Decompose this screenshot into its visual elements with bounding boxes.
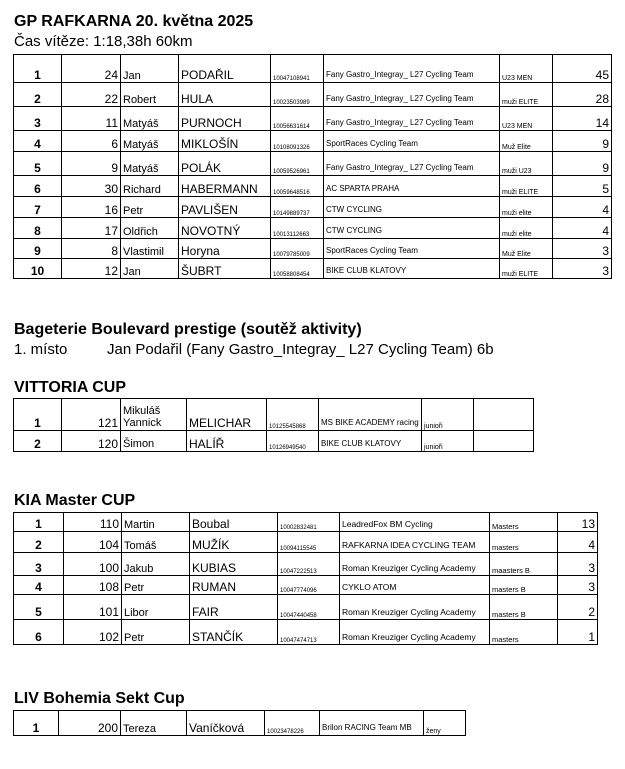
points-cell: 28 [553,83,612,107]
last-name-cell: PODAŘIL [179,55,271,83]
rank-cell: 3 [14,107,62,131]
bib-number-cell: 120 [62,431,121,452]
rank-cell: 4 [14,576,64,595]
table-row [14,107,612,131]
last-name-cell: Boubal [190,513,278,532]
license-cell: 10047222513 [278,553,340,576]
rank-cell: 6 [14,176,62,197]
bib-number-cell: 121 [62,399,121,431]
bib-number-cell: 8 [62,239,121,259]
rank-cell: 7 [14,197,62,218]
points-cell: 1 [558,620,598,645]
rank-cell: 2 [14,83,62,107]
bageterie-winner: Jan Podařil (Fany Gastro_Integray_ L27 Cycling Team) 6b [107,341,494,358]
license-cell: 10013112663 [271,218,324,239]
first-name-cell: Jakub [122,553,190,576]
winner-time: Čas vítěze: 1:18,38h 60km [14,33,193,50]
points-cell: 4 [553,197,612,218]
kia-table [13,512,598,645]
last-name-cell: POLÁK [179,152,271,176]
table-row [14,131,612,152]
first-name-cell: Tomáš [122,532,190,553]
license-cell: 10023478226 [265,711,320,736]
points-cell: 5 [553,176,612,197]
license-cell: 10056631614 [271,107,324,131]
category-cell: U23 MEN [500,107,553,131]
team-cell: Roman Kreuziger Cycling Academy [340,553,490,576]
points-cell: 2 [558,595,598,620]
table-row [14,431,534,452]
bib-number-cell: 101 [64,595,122,620]
team-cell: BIKE CLUB KLATOVY [324,259,500,279]
bib-number-cell: 108 [64,576,122,595]
rank-cell: 2 [14,431,62,452]
team-cell: Fany Gastro_Integray_ L27 Cycling Team [324,107,500,131]
table-row [14,239,612,259]
category-cell: muži ELITE [500,83,553,107]
liv-table [13,710,466,736]
last-name-cell: FAIR [190,595,278,620]
team-cell: Fany Gastro_Integray_ L27 Cycling Team [324,55,500,83]
table-row [14,595,598,620]
first-name-cell: Petr [122,620,190,645]
last-name-cell: MUŽÍK [190,532,278,553]
points-cell: 14 [553,107,612,131]
category-cell: Masters [490,513,558,532]
table-row [14,513,598,532]
first-name-cell: Šimon [121,431,187,452]
last-name-cell: KUBIAS [190,553,278,576]
team-cell: SportRaces Cycling Team [324,239,500,259]
first-name-cell: Richard [121,176,179,197]
last-name-cell: MELICHAR [187,399,267,431]
last-name-cell: PAVLIŠEN [179,197,271,218]
first-name-cell: Martin [122,513,190,532]
rank-cell: 1 [14,711,59,736]
first-name-cell: Robert [121,83,179,107]
license-cell: 10108091326 [271,131,324,152]
last-name-cell: ŠUBRT [179,259,271,279]
license-cell: 10047774096 [278,576,340,595]
rank-cell: 9 [14,239,62,259]
first-name-cell: Jan [121,55,179,83]
last-name-cell: HULA [179,83,271,107]
category-cell: muži ELITE [500,176,553,197]
team-cell: Roman Kreuziger Cycling Academy [340,620,490,645]
category-cell: masters [490,620,558,645]
points-cell: 9 [553,152,612,176]
table-row [14,176,612,197]
vittoria-title: VITTORIA CUP [14,379,127,396]
rank-cell: 3 [14,553,64,576]
category-cell: muži elite [500,197,553,218]
category-cell: maasters B [490,553,558,576]
last-name-cell: MIKLOŠÍN [179,131,271,152]
license-cell: 10047108941 [271,55,324,83]
bib-number-cell: 11 [62,107,121,131]
team-cell: Fany Gastro_Integray_ L27 Cycling Team [324,152,500,176]
table-row [14,576,598,595]
license-cell: 10023503989 [271,83,324,107]
table-row [14,152,612,176]
first-name-cell: Tereza [121,711,187,736]
license-cell: 10059648516 [271,176,324,197]
category-cell: ženy [424,711,466,736]
team-cell: CTW CYCLING [324,197,500,218]
team-cell: SportRaces Cycling Team [324,131,500,152]
table-row [14,711,466,736]
last-name-cell: Horyna [179,239,271,259]
points-cell: 3 [553,259,612,279]
last-name-cell: HALÍŘ [187,431,267,452]
table-row [14,83,612,107]
team-cell: LeadredFox BM Cycling [340,513,490,532]
bib-number-cell: 110 [64,513,122,532]
bageterie-title: Bageterie Boulevard prestige (soutěž aktivity) [14,321,362,338]
rank-cell: 1 [14,55,62,83]
first-name-cell: Matyáš [121,152,179,176]
first-name-cell: Vlastimil [121,239,179,259]
vittoria-table [13,398,534,452]
team-cell: CYKLO ATOM [340,576,490,595]
license-cell: 10059526961 [271,152,324,176]
table-row [14,197,612,218]
points-cell: 3 [558,553,598,576]
first-name-cell: Matyáš [121,131,179,152]
team-cell: RAFKARNA IDEA CYCLING TEAM [340,532,490,553]
rank-cell: 6 [14,620,64,645]
kia-title: KIA Master CUP [14,492,136,509]
rank-cell: 4 [14,131,62,152]
license-cell: 10058808454 [271,259,324,279]
table-row [14,218,612,239]
first-name-cell: Matyáš [121,107,179,131]
bib-number-cell: 16 [62,197,121,218]
points-cell: 3 [553,239,612,259]
bib-number-cell: 102 [64,620,122,645]
team-cell: Fany Gastro_Integray_ L27 Cycling Team [324,83,500,107]
license-cell: 10149889737 [271,197,324,218]
points-cell: 3 [558,576,598,595]
team-cell: Roman Kreuziger Cycling Academy [340,595,490,620]
rank-cell: 5 [14,152,62,176]
rank-cell: 1 [14,513,64,532]
table-row [14,532,598,553]
category-cell: muži ELITE [500,259,553,279]
last-name-cell: Vaníčková [187,711,265,736]
rank-cell: 10 [14,259,62,279]
license-cell: 10047474713 [278,620,340,645]
bib-number-cell: 6 [62,131,121,152]
category-cell: muži elite [500,218,553,239]
bib-number-cell: 104 [64,532,122,553]
team-cell: CTW CYCLING [324,218,500,239]
license-cell: 10002832481 [278,513,340,532]
first-name-cell: Petr [122,576,190,595]
rank-cell: 2 [14,532,64,553]
category-cell: muži U23 [500,152,553,176]
category-cell: junioři [422,431,474,452]
license-cell: 10094115545 [278,532,340,553]
page-title: GP RAFKARNA 20. května 2025 [14,13,254,30]
category-cell: Muž Elite [500,131,553,152]
last-name-cell: HABERMANN [179,176,271,197]
last-name-cell: PURNOCH [179,107,271,131]
first-name-cell: Oldřich [121,218,179,239]
rank-cell: 8 [14,218,62,239]
liv-title: LIV Bohemia Sekt Cup [14,690,185,707]
category-cell: Muž Elite [500,239,553,259]
last-name-cell: RUMAN [190,576,278,595]
first-name-cell: Libor [122,595,190,620]
license-cell: 10126949540 [267,431,319,452]
last-name-cell: NOVOTNÝ [179,218,271,239]
first-name-cell: Petr [121,197,179,218]
points-cell [474,431,534,452]
bib-number-cell: 30 [62,176,121,197]
team-cell: BIKE CLUB KLATOVY [319,431,422,452]
first-name-cell: Jan [121,259,179,279]
team-cell: Brilon RACING Team MB [320,711,424,736]
bib-number-cell: 22 [62,83,121,107]
table-row [14,259,612,279]
bageterie-place: 1. místo [14,341,68,358]
main-results-table [13,54,612,279]
bib-number-cell: 100 [64,553,122,576]
category-cell: masters B [490,576,558,595]
bib-number-cell: 24 [62,55,121,83]
bib-number-cell: 12 [62,259,121,279]
points-cell: 13 [558,513,598,532]
license-cell: 10047440458 [278,595,340,620]
points-cell [474,399,534,431]
category-cell: junioři [422,399,474,431]
points-cell: 4 [553,218,612,239]
rank-cell: 5 [14,595,64,620]
points-cell: 4 [558,532,598,553]
first-name-cell: Mikuláš Yannick [121,399,187,431]
table-row [14,553,598,576]
bib-number-cell: 200 [59,711,121,736]
points-cell: 9 [553,131,612,152]
category-cell: masters B [490,595,558,620]
table-row [14,55,612,83]
points-cell: 45 [553,55,612,83]
table-row [14,620,598,645]
license-cell: 10125545868 [267,399,319,431]
last-name-cell: STANČÍK [190,620,278,645]
bib-number-cell: 9 [62,152,121,176]
category-cell: masters [490,532,558,553]
table-row [14,399,534,431]
team-cell: MS BIKE ACADEMY racing [319,399,422,431]
category-cell: U23 MEN [500,55,553,83]
license-cell: 10079785009 [271,239,324,259]
team-cell: AC SPARTA PRAHA [324,176,500,197]
bib-number-cell: 17 [62,218,121,239]
rank-cell: 1 [14,399,62,431]
